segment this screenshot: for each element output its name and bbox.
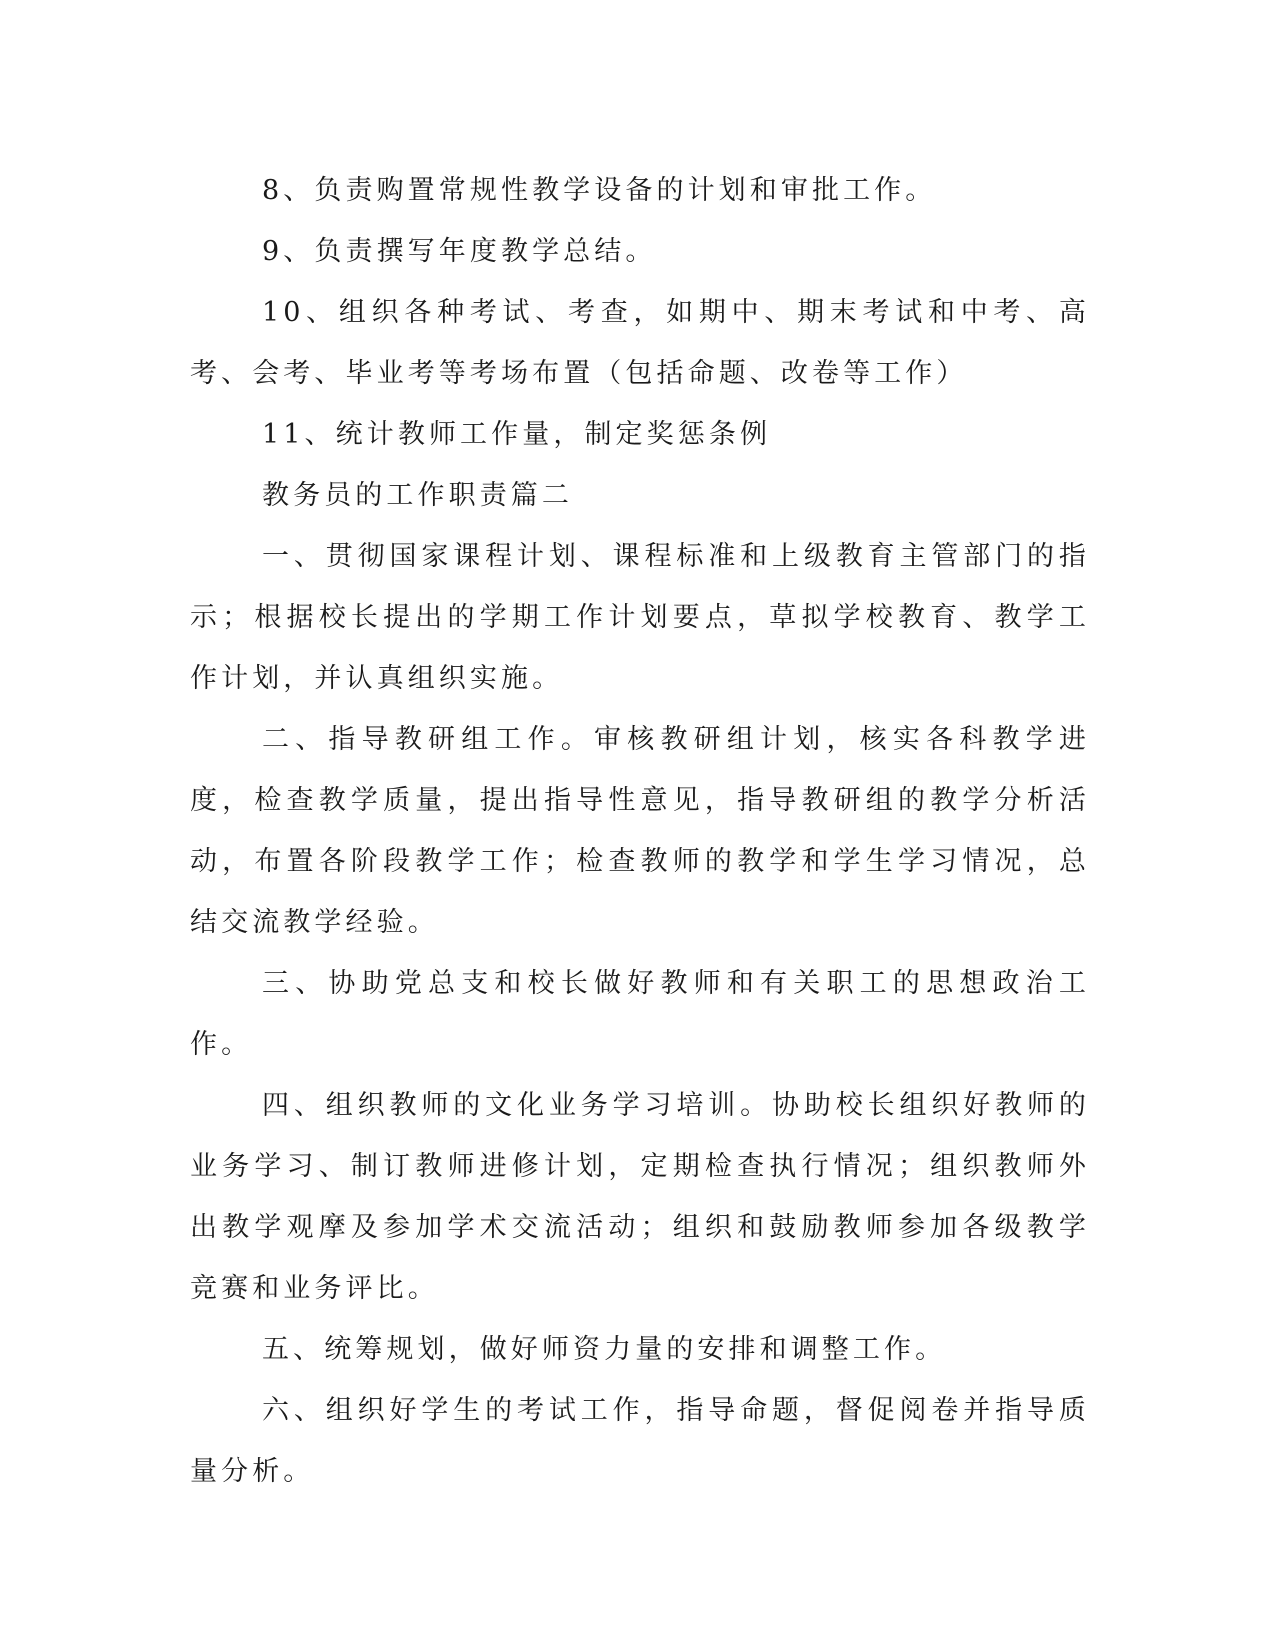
section-heading: 教务员的工作职责篇二 xyxy=(262,480,573,511)
paragraph-item-10: 10、组织各种考试、考查，如期中、期末考试和中考、高考、会考、毕业考等考场布置（包括命题、改卷等工作） xyxy=(190,297,1090,389)
paragraph-duty-3: 三、协助党总支和校长做好教师和有关职工的思想政治工作。 xyxy=(190,968,1090,1060)
paragraph-duty-5: 五、统筹规划，做好师资力量的安排和调整工作。 xyxy=(262,1334,947,1365)
paragraph-duty-6: 六、组织好学生的考试工作，指导命题，督促阅卷并指导质量分析。 xyxy=(190,1395,1090,1487)
paragraph-item-8: 8、负责购置常规性教学设备的计划和审批工作。 xyxy=(262,175,937,206)
paragraph-duty-4: 四、组织教师的文化业务学习培训。协助校长组织好教师的业务学习、制订教师进修计划，定期检查执行情况；组织教师外出教学观摩及参加学术交流活动；组织和鼓励教师参加各级教学竞赛和业务评比。 xyxy=(190,1090,1090,1304)
paragraph-item-9: 9、负责撰写年度教学总结。 xyxy=(262,236,657,267)
paragraph-item-11: 11、统计教师工作量，制定奖惩条例 xyxy=(262,419,772,450)
paragraph-duty-1: 一、贯彻国家课程计划、课程标准和上级教育主管部门的指示；根据校长提出的学期工作计划要点，草拟学校教育、教学工作计划，并认真组织实施。 xyxy=(190,541,1090,694)
document-body xyxy=(190,160,1090,1502)
paragraph-duty-2: 二、指导教研组工作。审核教研组计划，核实各科教学进度，检查教学质量，提出指导性意见，指导教研组的教学分析活动，布置各阶段教学工作；检查教师的教学和学生学习情况，总结交流教学经验。 xyxy=(190,724,1090,938)
